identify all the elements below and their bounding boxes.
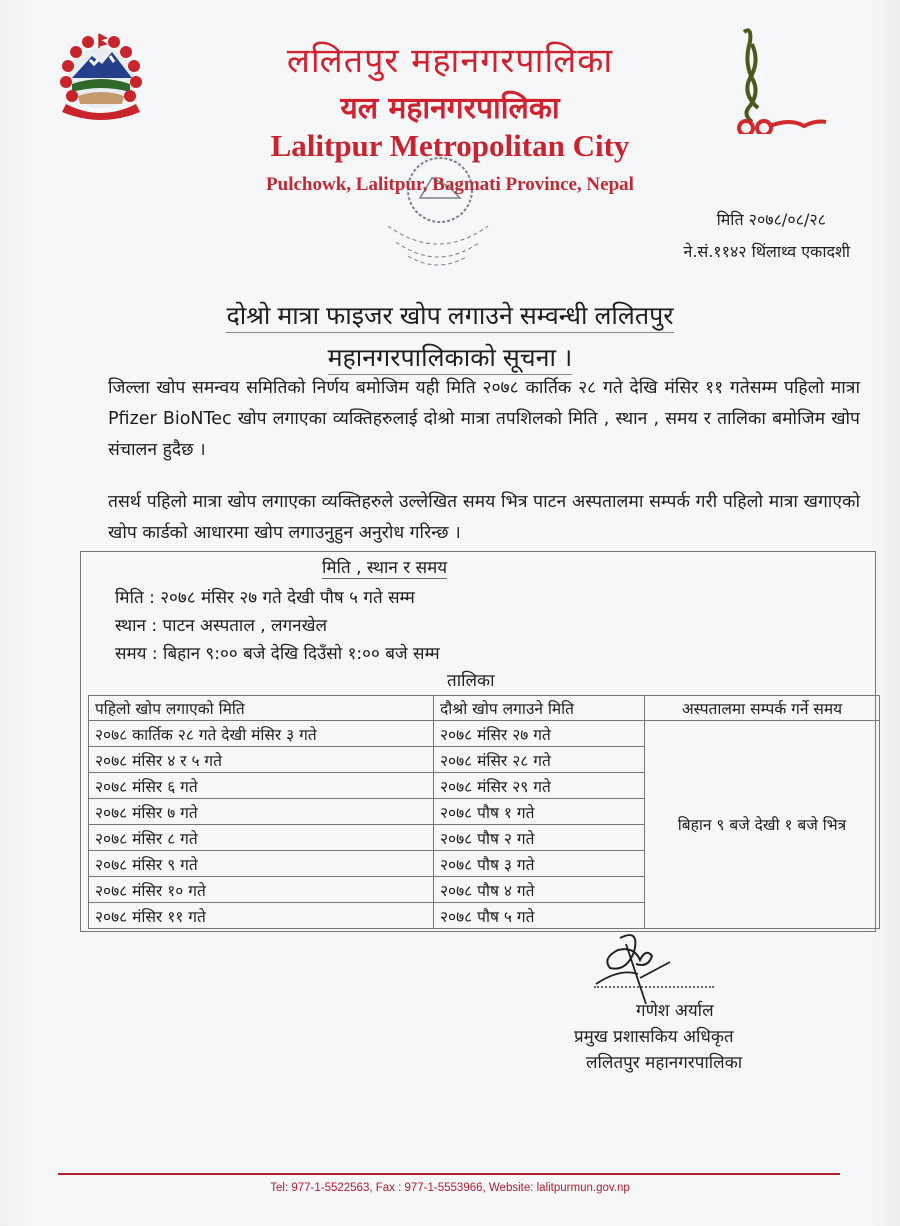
org-name-newari: यल महानगरपालिका [340,91,560,126]
org-name-english: Lalitpur Metropolitan City [270,128,630,163]
second-dose-date: २०७८ पौष ३ गते [434,851,645,877]
second-dose-date: २०७८ मंसिर २७ गते [434,721,645,747]
signatory-organization: ललितपुर महानगरपालिका [586,1053,743,1073]
notice-title-line1 [120,298,780,332]
schedule-time: समय : बिहान ९:०० बजे देखि दिउँसो १:०० बजे सम्म [115,644,440,664]
notice-title-text: दोश्रो मात्रा फाइजर खोप लगाउने सम्वन्धी ललितपुर [226,302,673,333]
notice-paragraph-1: जिल्ला खोप समन्वय समितिको निर्णय बमोजिम यही मिति २०७८ कार्तिक २८ गते देखि मंसिर ११ गतेसम्म पहिलो मात्रा Pfizer BioNTec खोप लगाएका व्यक्तिहरुलाई दोश्रो मात्रा तपशिलको मिति , स्थान , समय र तालिका बमोजिम खोप संचालन हुदैछ । [108,378,860,460]
column-header-second-dose: दौश्रो खोप लगाउने मिति [434,696,645,721]
signature-icon [590,928,710,1008]
schedule-heading-text: मिति , स्थान र समय [322,558,448,578]
schedule-date: मिति : २०७८ मंसिर २७ गते देखी पौष ५ गते सम्म [115,588,415,608]
second-dose-date: २०७८ पौष २ गते [434,825,645,851]
second-dose-date: २०७८ पौष १ गते [434,799,645,825]
first-dose-date: २०७८ मंसिर ९ गते [89,851,434,877]
signatory-designation: प्रमुख प्रशासकिय अधिकृत [574,1027,734,1047]
first-dose-date: २०७८ मंसिर ८ गते [89,825,434,851]
notice-title-text: महानगरपालिकाको सूचना । [328,344,573,375]
second-dose-date: २०७८ मंसिर २८ गते [434,747,645,773]
notice-title-line2 [120,340,780,374]
first-dose-date: २०७८ मंसिर १० गते [89,877,434,903]
column-header-contact-time: अस्पतालमा सम्पर्क गर्ने समय [645,696,880,721]
schedule-table [88,695,880,929]
table-title: तालिका [447,671,495,691]
lalitpur-knot-logo-icon [730,22,830,134]
org-address: Pulchowk, Lalitpur, Bagmati Province, Nepal [266,174,634,195]
second-dose-date: २०७८ पौष ५ गते [434,903,645,929]
second-dose-date: २०७८ मंसिर २९ गते [434,773,645,799]
org-name-nepali: ललितपुर महानगरपालिका [286,41,614,81]
footer-contact: Tel: 977-1-5522563, Fax : 977-1-5553966, Website: lalitpurmun.gov.np [270,1182,630,1194]
first-dose-date: २०७८ मंसिर ४ र ५ गते [89,747,434,773]
letter-date: मिति २०७८/०८/२८ [716,210,826,229]
signature-line [594,986,714,988]
office-stamp-icon [378,152,498,282]
contact-time-cell: बिहान ९ बजे देखी १ बजे भित्र [645,721,880,929]
nepal-emblem-icon [46,26,156,126]
table-row [89,721,880,747]
signatory-name: गणेश अर्याल [636,1001,714,1021]
first-dose-date: २०७८ कार्तिक २८ गते देखी मंसिर ३ गते [89,721,434,747]
second-dose-date: २०७८ पौष ४ गते [434,877,645,903]
schedule-heading [322,555,447,578]
notice-paragraph-2: तसर्थ पहिलो मात्रा खोप लगाएका व्यक्तिहरुले उल्लेखित समय भित्र पाटन अस्पतालमा सम्पर्क गरी पहिलो मात्रा खगाएको खोप कार्डको आधारमा खोप लगाउनुहुन अनुरोध गरिन्छ । [108,492,860,543]
first-dose-date: २०७८ मंसिर ११ गते [89,903,434,929]
table-header-row [89,696,880,721]
nepal-sambat-date: ने.सं.११४२ थिंलाथ्व एकादशी [683,242,850,261]
footer-divider [58,1173,840,1175]
first-dose-date: २०७८ मंसिर ६ गते [89,773,434,799]
first-dose-date: २०७८ मंसिर ७ गते [89,799,434,825]
column-header-first-dose: पहिलो खोप लगाएको मिति [89,696,434,721]
schedule-place: स्थान : पाटन अस्पताल , लगनखेल [115,616,328,636]
